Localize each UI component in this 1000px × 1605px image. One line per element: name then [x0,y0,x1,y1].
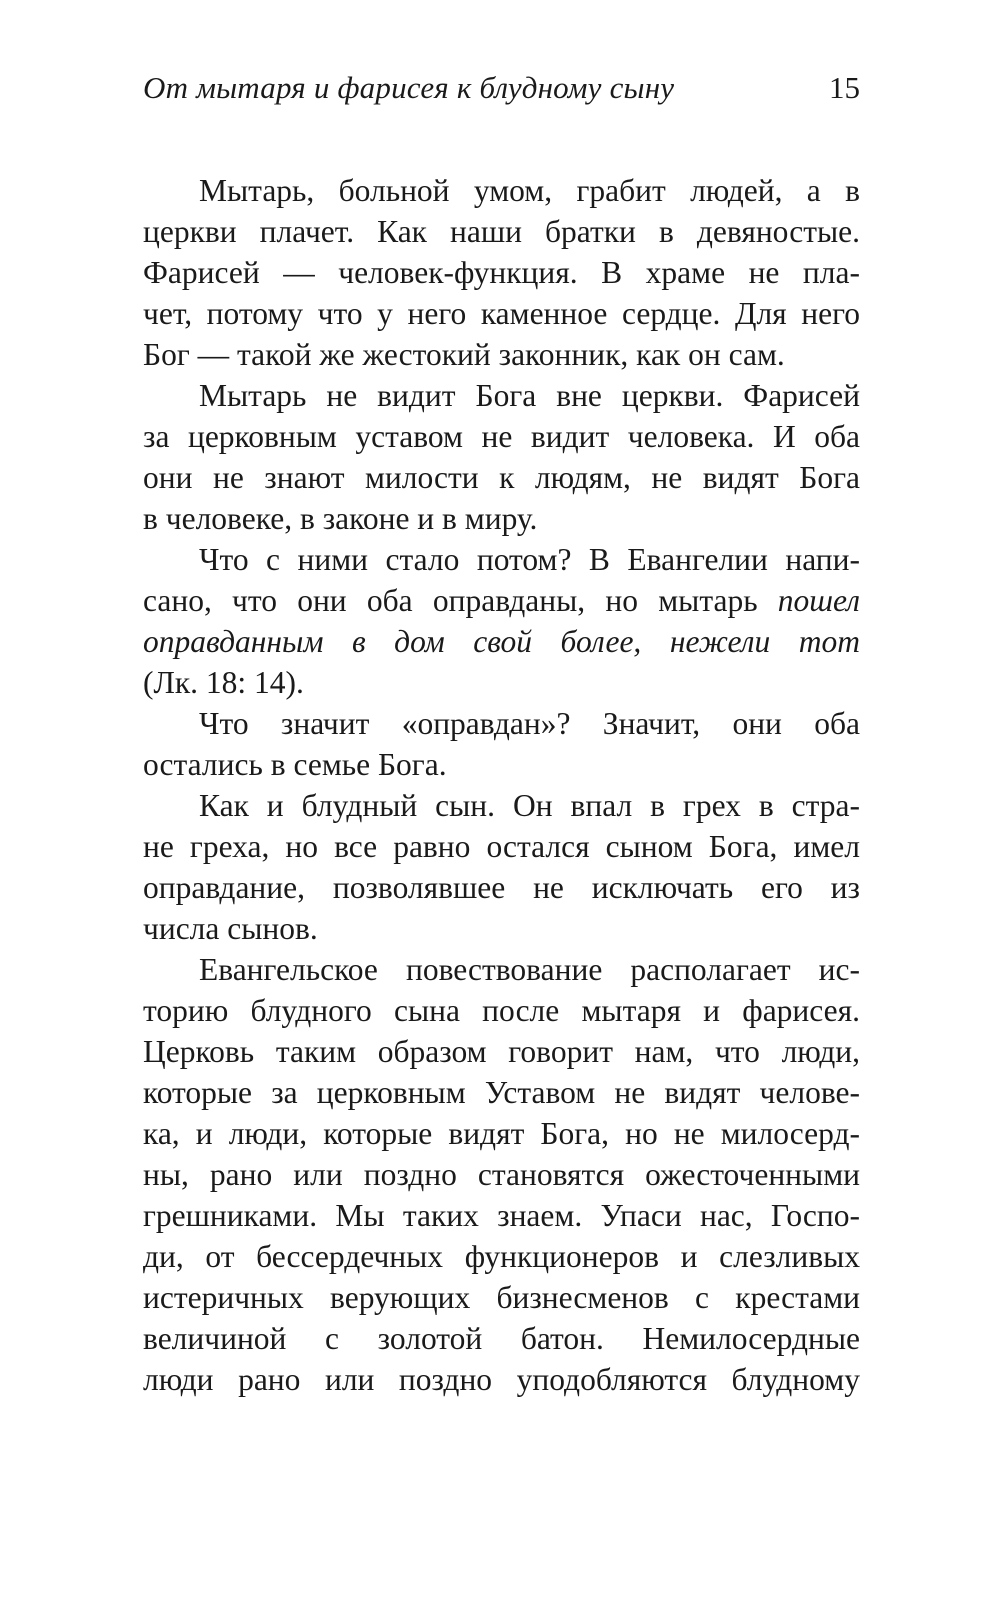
text-line: люди рано или поздно уподобляются блудному [143,1362,860,1397]
text-line: Что значит «оправдан»? Значит, они оба [199,706,860,741]
text-line: они не знают милости к людям, не видят Бога [143,460,860,495]
page-number: 15 [829,70,860,105]
text-line: оправдание, позволявшее не исключать его из [143,870,860,905]
text-line: в человеке, в законе и в миру. [143,501,538,536]
body-text [143,170,860,1400]
text-line: ны, рано или поздно становятся ожесточенными [143,1157,860,1192]
running-title: От мытаря и фарисея к блудному сыну [143,70,675,105]
running-header [143,70,860,120]
text-line: истеричных верующих бизнесменов с крестами [143,1280,860,1315]
text-line: торию блудного сына после мытаря и фарисея. [143,993,860,1028]
scripture-quote: оправданным в дом свой более, нежели тот [143,624,860,659]
text-line: не греха, но все равно остался сыном Бога, имел [143,829,860,864]
text-line: величиной с золотой батон. Немилосердные [143,1321,860,1356]
text-line: грешниками. Мы таких знаем. Упаси нас, Госпо- [143,1198,860,1233]
text-line: остались в семье Бога. [143,747,447,782]
scripture-quote: пошел [777,583,860,618]
text-line [143,580,860,621]
text-line: Бог — такой же жестокий законник, как он сам. [143,337,785,372]
text-line: числа сынов. [143,911,318,946]
text-line: чет, потому что у него каменное сердце. Для него [143,296,860,331]
text-line: Мытарь, больной умом, грабит людей, а в [199,173,860,208]
text-line: которые за церковным Уставом не видят челове- [143,1075,860,1110]
text-line: Церковь таким образом говорит нам, что люди, [143,1034,860,1069]
text-line: Фарисей — человек-функция. В храме не пла- [143,255,860,290]
text-line: ди, от бессердечных функционеров и слезливых [143,1239,860,1274]
text-line: церкви плачет. Как наши братки в девяностые. [143,214,860,249]
text-line: Мытарь не видит Бога вне церкви. Фарисей [199,378,860,413]
text-line: Что с ними стало потом? В Евангелии напи- [199,542,860,577]
text-line: Как и блудный сын. Он впал в грех в стра- [199,788,860,823]
text-line: ка, и люди, которые видят Бога, но не милосерд- [143,1116,860,1151]
scripture-reference: (Лк. 18: 14). [143,665,304,700]
text-line: за церковным уставом не видит человека. И оба [143,419,860,454]
text-fragment: сано, что они оба оправданы, но мытарь [143,583,778,618]
text-line: Евангельское повествование располагает ис- [199,952,860,987]
